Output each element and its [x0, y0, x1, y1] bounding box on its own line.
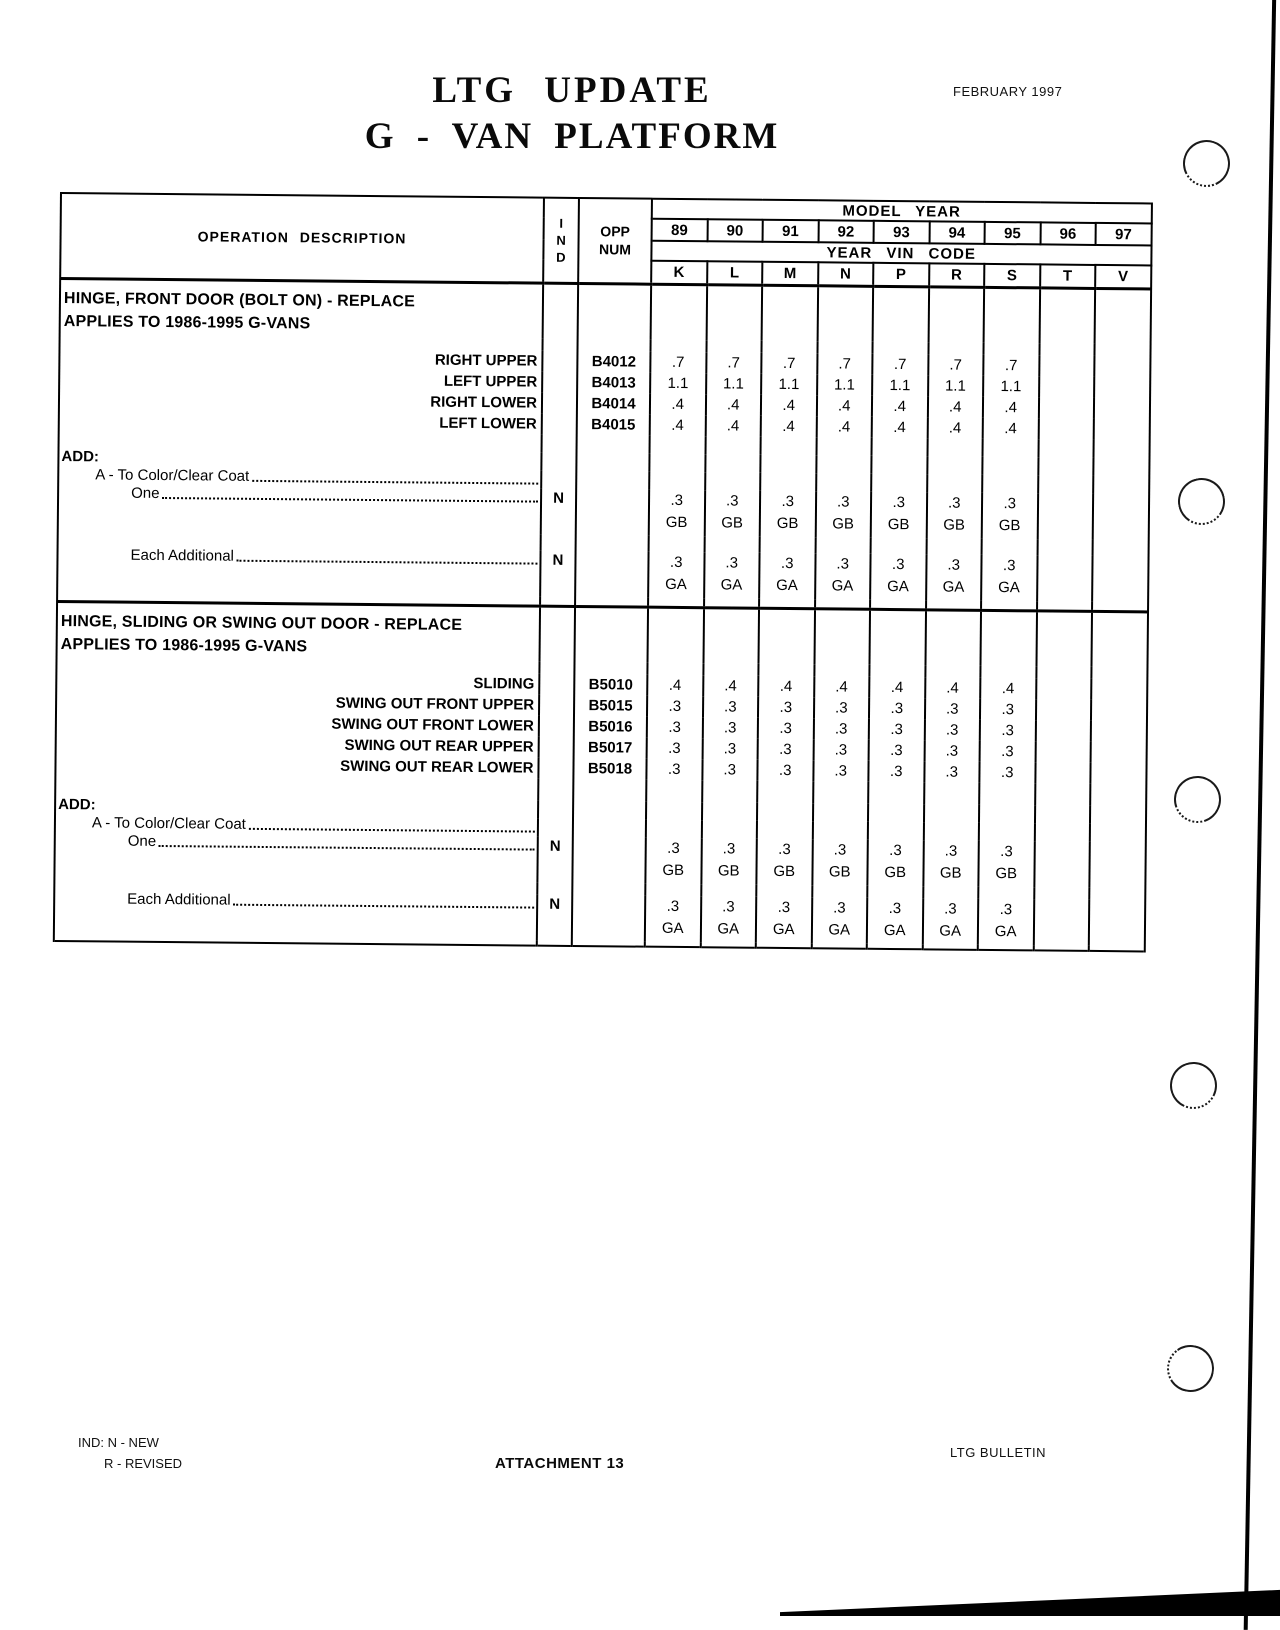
labor-value: .3: [758, 697, 814, 719]
labor-value: .4: [980, 678, 1036, 700]
labor-value: 1.1: [983, 376, 1039, 398]
labor-value: .4: [650, 415, 706, 437]
labor-value: .3: [924, 761, 980, 783]
labor-value: .3: [924, 740, 980, 762]
labor-value: .7: [817, 353, 873, 375]
labor-value: .3: [813, 718, 869, 740]
labor-value: .4: [761, 416, 817, 438]
one-label: One: [127, 832, 157, 850]
section-title: HINGE, SLIDING OR SWING OUT DOOR - REPLACE APPLIES TO 1986-1995 G-VANS: [60, 612, 463, 655]
opp-num: B4015: [577, 414, 650, 436]
date-stamp: FEBRUARY 1997: [953, 84, 1063, 99]
attachment-label: ATTACHMENT 13: [495, 1455, 625, 1472]
page-subtitle: G - VAN PLATFORM: [364, 116, 780, 157]
labor-value: .4: [872, 417, 928, 439]
dotted-leader: [237, 560, 538, 565]
page-scan-edge: [1244, 0, 1277, 1630]
labor-value: .3: [813, 739, 869, 761]
bulletin-label: LTG BULLETIN: [950, 1445, 1047, 1460]
vin-code-cell: T: [1040, 264, 1096, 288]
labor-value: .7: [706, 352, 762, 374]
labor-value: .4: [703, 675, 759, 697]
opp-num: B5016: [574, 716, 647, 738]
labor-value: .4: [650, 394, 706, 416]
punch-hole-icon: [1166, 768, 1228, 830]
labor-value: .3: [702, 759, 758, 781]
labor-value: .3: [647, 738, 703, 760]
section-title-row: [57, 601, 1148, 667]
document-title-block: [332, 70, 812, 158]
labor-value: .4: [983, 397, 1039, 419]
dotted-leader: [159, 845, 535, 851]
labor-value: .3: [869, 719, 925, 741]
labor-value: .4: [869, 677, 925, 699]
year-header: 94: [929, 221, 985, 244]
vin-code-cell: N: [818, 262, 874, 286]
section-title-row: [60, 278, 1151, 344]
labor-value: .3: [924, 719, 980, 741]
labor-value: .4: [816, 416, 872, 438]
vin-code-cell: V: [1095, 265, 1151, 289]
punch-hole-icon: [1177, 134, 1236, 193]
labor-value: 1.1: [650, 373, 706, 395]
page-scan-artifact: [780, 1586, 1280, 1616]
ind-legend-line1: IND: N - NEW: [78, 1435, 159, 1450]
add-label: ADD:: [58, 448, 541, 471]
op-label: RIGHT LOWER: [59, 388, 542, 414]
ind-letter: D: [556, 249, 566, 265]
labor-value: .3: [980, 699, 1036, 721]
dotted-leader: [249, 828, 535, 833]
labor-value: .4: [816, 395, 872, 417]
punch-hole-icon: [1174, 474, 1230, 530]
labor-value: .3: [647, 696, 703, 718]
model-year-header: MODEL YEAR: [652, 199, 1152, 224]
labor-value: .4: [927, 417, 983, 439]
coat-label: A - To Color/Clear Coat: [91, 814, 246, 833]
year-header: 90: [707, 219, 763, 242]
one-row: One N .3 GB .3 GB .3 GB .3 GB .3 GB .3 GB .3 GB: [54, 832, 1145, 888]
labor-value: .4: [758, 676, 814, 698]
dotted-leader: [162, 497, 538, 503]
labor-value: .7: [872, 354, 928, 376]
opp-num: B4012: [577, 351, 650, 373]
vin-code-cell: P: [873, 263, 929, 287]
ind-legend-line2: R - REVISED: [104, 1456, 183, 1471]
labor-value: .3: [868, 761, 924, 783]
one-label: One: [131, 484, 160, 502]
labor-value: 1.1: [872, 375, 928, 397]
coat-label: A - To Color/Clear Coat: [95, 466, 250, 485]
year-header: 95: [985, 222, 1041, 245]
labor-value: .4: [705, 415, 761, 437]
ind-flag: N: [537, 837, 572, 883]
col-header-opp-num: [578, 198, 652, 284]
labor-value: .3: [980, 720, 1036, 742]
labor-value: .3: [979, 762, 1035, 784]
labor-value: .4: [872, 396, 928, 418]
vin-code-cell: M: [762, 262, 818, 286]
labor-value: 1.1: [928, 375, 984, 397]
each-additional-label: Each Additional: [127, 890, 231, 909]
vin-code-cell: S: [984, 264, 1040, 288]
labor-value: .3: [702, 717, 758, 739]
labor-value: .3: [702, 696, 758, 718]
labor-value: .3: [813, 697, 869, 719]
ind-flag: N: [541, 489, 576, 535]
vin-code-cell: L: [707, 261, 763, 285]
section-title: HINGE, FRONT DOOR (BOLT ON) - REPLACE APPLIES TO 1986-1995 G-VANS: [63, 289, 416, 332]
opp-num: B4013: [577, 372, 650, 394]
vin-code-header: YEAR VIN CODE: [651, 241, 1151, 266]
year-header: 97: [1096, 223, 1152, 246]
labor-value: 1.1: [761, 374, 817, 396]
labor-value: .4: [983, 418, 1039, 440]
labor-value: .7: [983, 355, 1039, 377]
labor-value: .7: [761, 353, 817, 375]
labor-value: 1.1: [706, 373, 762, 395]
opp-num: B5018: [573, 758, 646, 780]
labor-value: .3: [980, 741, 1036, 763]
ind-letter: N: [556, 232, 566, 248]
labor-value: .3: [813, 760, 869, 782]
labor-value: .4: [814, 676, 870, 698]
year-header: 96: [1040, 222, 1096, 245]
op-label: LEFT UPPER: [59, 367, 542, 393]
punch-hole-icon: [1163, 1055, 1223, 1115]
year-header: 91: [763, 220, 819, 243]
op-label: SWING OUT REAR UPPER: [56, 732, 539, 758]
header-row-model-year: [61, 193, 1152, 223]
opp-num: B5015: [574, 695, 647, 717]
dotted-leader: [234, 904, 535, 909]
ind-flag: N: [537, 895, 572, 941]
labor-value: .3: [647, 717, 703, 739]
op-label: RIGHT UPPER: [59, 346, 542, 372]
vin-code-cell: K: [651, 261, 707, 285]
labor-value: .3: [758, 718, 814, 740]
labor-value: .3: [646, 759, 702, 781]
year-header: 93: [874, 221, 930, 244]
one-row: One N .3 GB .3 GB .3 GB .3 GB .3 GB .3 GB .3 GB: [58, 484, 1149, 540]
opp-label: OPP: [600, 223, 631, 240]
op-label: SWING OUT FRONT UPPER: [56, 690, 539, 716]
op-label: SLIDING: [56, 669, 539, 695]
labor-value: .3: [702, 738, 758, 760]
labor-time-table: [53, 192, 1153, 952]
col-header-operation-description: OPERATION DESCRIPTION: [60, 193, 544, 283]
labor-value: 1.1: [817, 374, 873, 396]
labor-value: .3: [924, 698, 980, 720]
op-label: SWING OUT REAR LOWER: [55, 753, 538, 779]
col-header-ind: [543, 198, 579, 283]
labor-value: .3: [757, 760, 813, 782]
labor-value: .4: [925, 677, 981, 699]
punch-hole-icon: [1163, 1341, 1217, 1395]
dotted-leader: [252, 480, 538, 485]
opp-num: B5017: [574, 737, 647, 759]
labor-value: .3: [869, 740, 925, 762]
op-label: SWING OUT FRONT LOWER: [56, 711, 539, 737]
year-header: 92: [818, 220, 874, 243]
labor-value: .4: [927, 396, 983, 418]
opp-label: NUM: [598, 241, 631, 258]
each-additional-row: Each Additional N .3 GA .3 GA .3 GA .3 GA .3 GA .3 GA .3 GA: [57, 546, 1148, 602]
page-title: LTG UPDATE: [432, 70, 712, 111]
labor-value: .3: [869, 698, 925, 720]
ind-letter: I: [559, 215, 564, 231]
add-label: ADD:: [55, 796, 538, 819]
opp-num: B5010: [574, 674, 647, 696]
labor-value: .7: [650, 352, 706, 374]
each-additional-label: Each Additional: [130, 546, 235, 565]
labor-value: .4: [761, 395, 817, 417]
op-label: LEFT LOWER: [59, 409, 542, 435]
year-header: 89: [652, 219, 708, 242]
labor-value: .3: [758, 739, 814, 761]
labor-value: .4: [705, 394, 761, 416]
each-additional-row: Each Additional N .3 GA .3 GA .3 GA .3 GA .3 GA .3 GA .3 GA: [54, 890, 1145, 946]
labor-value: .4: [647, 675, 703, 697]
labor-value: .7: [928, 354, 984, 376]
vin-code-cell: R: [929, 263, 985, 287]
ind-flag: N: [540, 551, 575, 597]
opp-num: B4014: [577, 393, 650, 415]
